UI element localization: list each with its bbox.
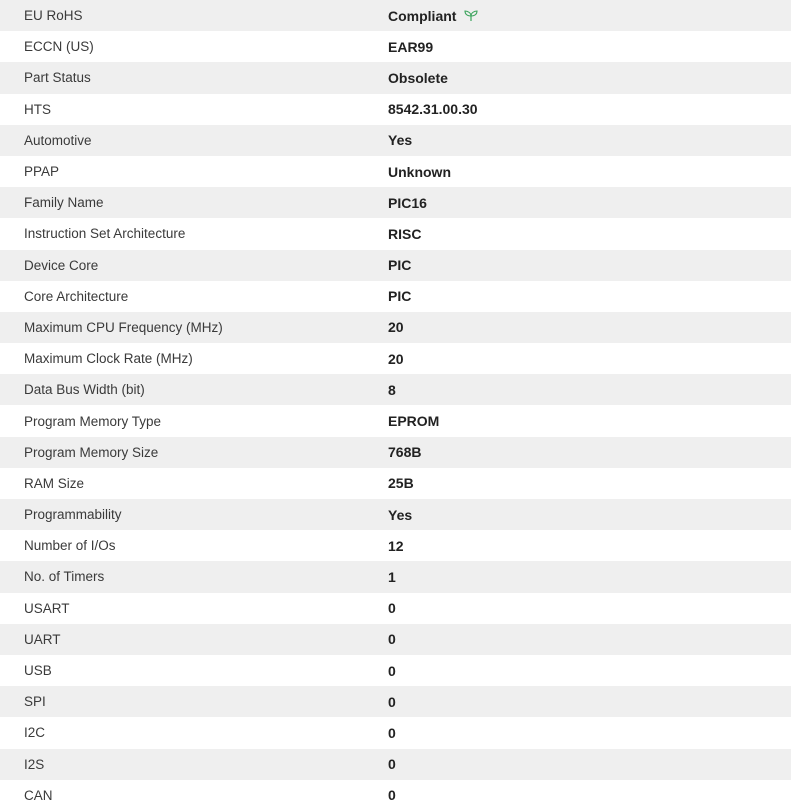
spec-label: Device Core [24, 257, 99, 273]
spec-label: PPAP [24, 164, 60, 180]
spec-row-automotive [0, 125, 791, 156]
spec-value [388, 8, 791, 24]
spec-row-ram-size [0, 468, 791, 499]
spec-label: USB [24, 663, 52, 679]
spec-label: Automotive [24, 132, 92, 148]
spec-row-isa [0, 218, 791, 249]
spec-label: Instruction Set Architecture [24, 226, 186, 242]
spec-label: RAM Size [24, 475, 85, 491]
spec-value: 0 [388, 693, 396, 710]
spec-value: 20 [388, 319, 404, 336]
spec-label: UART [24, 631, 61, 647]
spec-row-hts [0, 94, 791, 125]
spec-value: 12 [388, 537, 404, 554]
spec-row-core-architecture [0, 281, 791, 312]
spec-label: Core Architecture [24, 288, 129, 304]
spec-value: 0 [388, 756, 396, 773]
spec-label: USART [24, 600, 70, 616]
spec-row-data-bus-width [0, 374, 791, 405]
spec-value: PIC [388, 257, 412, 274]
spec-label: Part Status [24, 70, 91, 86]
spec-row-device-core [0, 250, 791, 281]
spec-label: HTS [24, 101, 51, 117]
spec-row-family-name [0, 187, 791, 218]
spec-row-program-memory-type [0, 405, 791, 436]
spec-row-usb [0, 655, 791, 686]
spec-value: EPROM [388, 413, 440, 430]
spec-label: Program Memory Size [24, 444, 159, 460]
spec-label: EU RoHS [24, 8, 83, 24]
spec-value: 1 [388, 568, 396, 585]
spec-row-uart [0, 624, 791, 655]
spec-row-eccn [0, 31, 791, 62]
spec-value: PIC [388, 288, 412, 305]
spec-value-text: Compliant [388, 7, 457, 24]
spec-value: 8542.31.00.30 [388, 101, 478, 118]
spec-label: CAN [24, 787, 53, 803]
spec-label: Maximum CPU Frequency (MHz) [24, 319, 223, 335]
spec-label: Maximum Clock Rate (MHz) [24, 351, 193, 367]
spec-value: Yes [388, 132, 413, 149]
spec-row-program-memory-size [0, 437, 791, 468]
spec-row-spi [0, 686, 791, 717]
spec-label: I2S [24, 756, 45, 772]
spec-row-usart [0, 593, 791, 624]
spec-row-max-clock-rate [0, 343, 791, 374]
spec-value: RISC [388, 225, 422, 242]
spec-row-number-of-ios [0, 530, 791, 561]
spec-value: 768B [388, 444, 422, 461]
leaf-icon [464, 10, 478, 22]
spec-value: 0 [388, 787, 396, 804]
spec-value: EAR99 [388, 38, 434, 55]
spec-value: Unknown [388, 163, 451, 180]
spec-row-can [0, 780, 791, 811]
spec-value: 0 [388, 662, 396, 679]
spec-row-ppap [0, 156, 791, 187]
spec-label: Programmability [24, 507, 122, 523]
spec-value: 8 [388, 381, 396, 398]
spec-row-number-of-timers [0, 561, 791, 592]
spec-label: Number of I/Os [24, 538, 116, 554]
spec-value: PIC16 [388, 194, 427, 211]
spec-label: Family Name [24, 195, 104, 211]
spec-value: 0 [388, 724, 396, 741]
spec-value: 0 [388, 631, 396, 648]
spec-value: Yes [388, 506, 413, 523]
spec-row-part-status [0, 62, 791, 93]
spec-row-eu-rohs [0, 0, 791, 31]
spec-value: Obsolete [388, 69, 448, 86]
spec-value: 20 [388, 350, 404, 367]
spec-label: Program Memory Type [24, 413, 162, 429]
spec-label: SPI [24, 694, 46, 710]
spec-row-max-cpu-frequency [0, 312, 791, 343]
spec-value: 25B [388, 475, 414, 492]
spec-row-programmability [0, 499, 791, 530]
spec-label: Data Bus Width (bit) [24, 382, 145, 398]
spec-row-i2c [0, 717, 791, 748]
spec-label: ECCN (US) [24, 39, 94, 55]
spec-row-i2s [0, 749, 791, 780]
spec-label: No. of Timers [24, 569, 105, 585]
spec-value: 0 [388, 600, 396, 617]
spec-label: I2C [24, 725, 46, 741]
